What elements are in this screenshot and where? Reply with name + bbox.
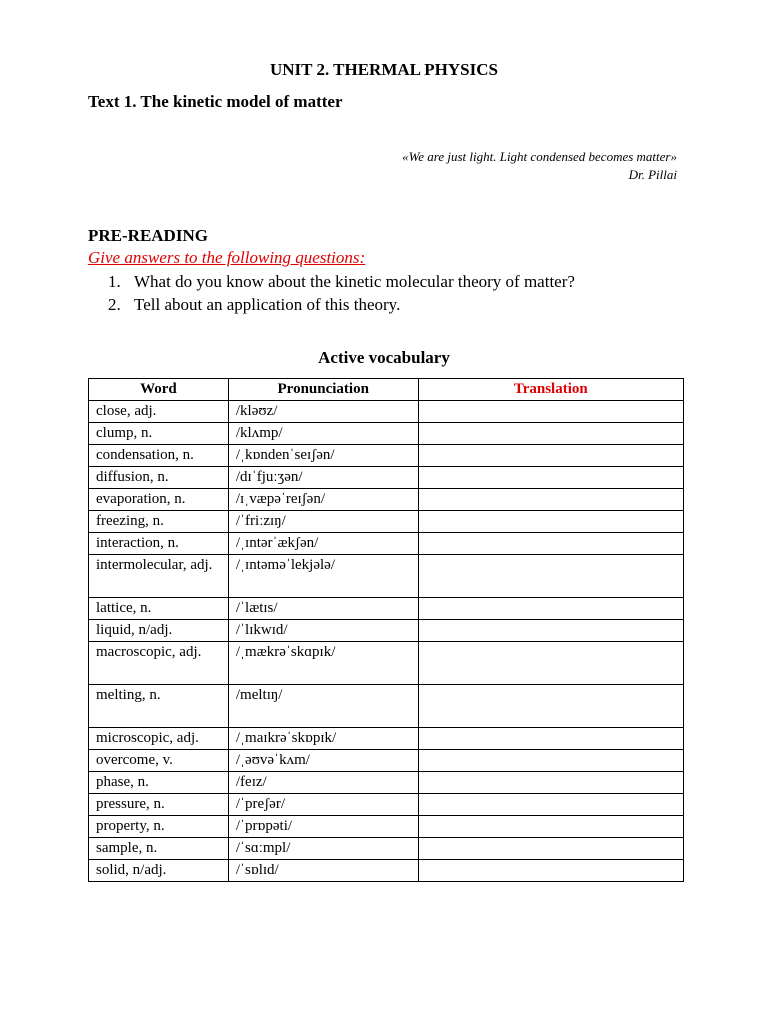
question-list <box>108 270 575 316</box>
table-row <box>89 860 684 882</box>
translation-cell[interactable] <box>418 642 683 685</box>
word-cell: phase, n. <box>89 772 229 794</box>
word-cell: condensation, n. <box>89 445 229 467</box>
question-number: 2. <box>108 295 121 314</box>
vocabulary-title: Active vocabulary <box>318 348 450 367</box>
translation-cell[interactable] <box>418 598 683 620</box>
pronunciation-cell: /ˌɪntəməˈlekjələ/ <box>228 555 418 598</box>
pronunciation-cell: /ˈpreʃər/ <box>228 794 418 816</box>
translation-cell[interactable] <box>418 467 683 489</box>
table-row <box>89 401 684 423</box>
table-row <box>89 728 684 750</box>
pronunciation-cell: /ˌkɒndenˈseɪʃən/ <box>228 445 418 467</box>
translation-cell[interactable] <box>418 511 683 533</box>
translation-cell[interactable] <box>418 772 683 794</box>
word-cell: intermolecular, adj. <box>89 555 229 598</box>
table-row <box>89 816 684 838</box>
pronunciation-cell: /meltɪŋ/ <box>228 685 418 728</box>
translation-cell[interactable] <box>418 685 683 728</box>
table-row <box>89 685 684 728</box>
table-header-row <box>89 379 684 401</box>
word-cell: lattice, n. <box>89 598 229 620</box>
header-pronunciation: Pronunciation <box>228 379 418 401</box>
word-cell: close, adj. <box>89 401 229 423</box>
page-title: UNIT 2. THERMAL PHYSICS <box>270 60 498 79</box>
epigraph-quote: «We are just light. Light condensed becomes matter» <box>402 149 677 164</box>
translation-cell[interactable] <box>418 533 683 555</box>
pre-reading-instruction: Give answers to the following questions: <box>88 248 366 267</box>
translation-cell[interactable] <box>418 728 683 750</box>
table-row <box>89 467 684 489</box>
pronunciation-cell: /kləʊz/ <box>228 401 418 423</box>
translation-cell[interactable] <box>418 620 683 642</box>
word-cell: clump, n. <box>89 423 229 445</box>
translation-cell[interactable] <box>418 423 683 445</box>
pronunciation-cell: /ˈsɒlɪd/ <box>228 860 418 882</box>
epigraph <box>402 148 677 184</box>
word-cell: solid, n/adj. <box>89 860 229 882</box>
pronunciation-cell: /ˌəʊvəˈkʌm/ <box>228 750 418 772</box>
header-translation: Translation <box>418 379 683 401</box>
question-text: Tell about an application of this theory. <box>134 295 401 314</box>
question-item <box>108 270 575 293</box>
table-row <box>89 511 684 533</box>
pronunciation-cell: /ˈfriːzɪŋ/ <box>228 511 418 533</box>
translation-cell[interactable] <box>418 489 683 511</box>
pronunciation-cell: /ˌmaɪkrəˈskɒpɪk/ <box>228 728 418 750</box>
pronunciation-cell: /feɪz/ <box>228 772 418 794</box>
table-row <box>89 620 684 642</box>
table-row <box>89 533 684 555</box>
translation-cell[interactable] <box>418 860 683 882</box>
question-text: What do you know about the kinetic molecular theory of matter? <box>134 272 575 291</box>
table-row <box>89 772 684 794</box>
translation-cell[interactable] <box>418 445 683 467</box>
table-row <box>89 423 684 445</box>
word-cell: pressure, n. <box>89 794 229 816</box>
translation-cell[interactable] <box>418 750 683 772</box>
translation-cell[interactable] <box>418 555 683 598</box>
word-cell: freezing, n. <box>89 511 229 533</box>
table-row <box>89 750 684 772</box>
vocabulary-table <box>88 378 684 882</box>
word-cell: evaporation, n. <box>89 489 229 511</box>
pronunciation-cell: /ˈlætɪs/ <box>228 598 418 620</box>
table-row <box>89 642 684 685</box>
word-cell: interaction, n. <box>89 533 229 555</box>
pronunciation-cell: /dɪˈfjuːʒən/ <box>228 467 418 489</box>
table-row <box>89 794 684 816</box>
pronunciation-cell: /ˈlɪkwɪd/ <box>228 620 418 642</box>
table-row <box>89 445 684 467</box>
pronunciation-cell: /ˈprɒpəti/ <box>228 816 418 838</box>
pronunciation-cell: /ˈsɑːmpl/ <box>228 838 418 860</box>
word-cell: diffusion, n. <box>89 467 229 489</box>
word-cell: macroscopic, adj. <box>89 642 229 685</box>
translation-cell[interactable] <box>418 838 683 860</box>
vocabulary-body <box>89 401 684 882</box>
translation-cell[interactable] <box>418 401 683 423</box>
word-cell: melting, n. <box>89 685 229 728</box>
word-cell: sample, n. <box>89 838 229 860</box>
translation-cell[interactable] <box>418 816 683 838</box>
text-title: Text 1. The kinetic model of matter <box>88 92 343 111</box>
table-row <box>89 489 684 511</box>
question-item <box>108 293 575 316</box>
epigraph-author: Dr. Pillai <box>628 167 677 182</box>
table-row <box>89 838 684 860</box>
translation-cell[interactable] <box>418 794 683 816</box>
word-cell: overcome, v. <box>89 750 229 772</box>
pronunciation-cell: /ˌɪntərˈækʃən/ <box>228 533 418 555</box>
header-word: Word <box>89 379 229 401</box>
table-row <box>89 598 684 620</box>
pronunciation-cell: /ɪˌvæpəˈreɪʃən/ <box>228 489 418 511</box>
table-row <box>89 555 684 598</box>
word-cell: property, n. <box>89 816 229 838</box>
question-number: 1. <box>108 272 121 291</box>
word-cell: microscopic, adj. <box>89 728 229 750</box>
pre-reading-heading: PRE-READING <box>88 226 208 245</box>
word-cell: liquid, n/adj. <box>89 620 229 642</box>
pronunciation-cell: /ˌmækrəˈskɑpɪk/ <box>228 642 418 685</box>
pronunciation-cell: /klʌmp/ <box>228 423 418 445</box>
